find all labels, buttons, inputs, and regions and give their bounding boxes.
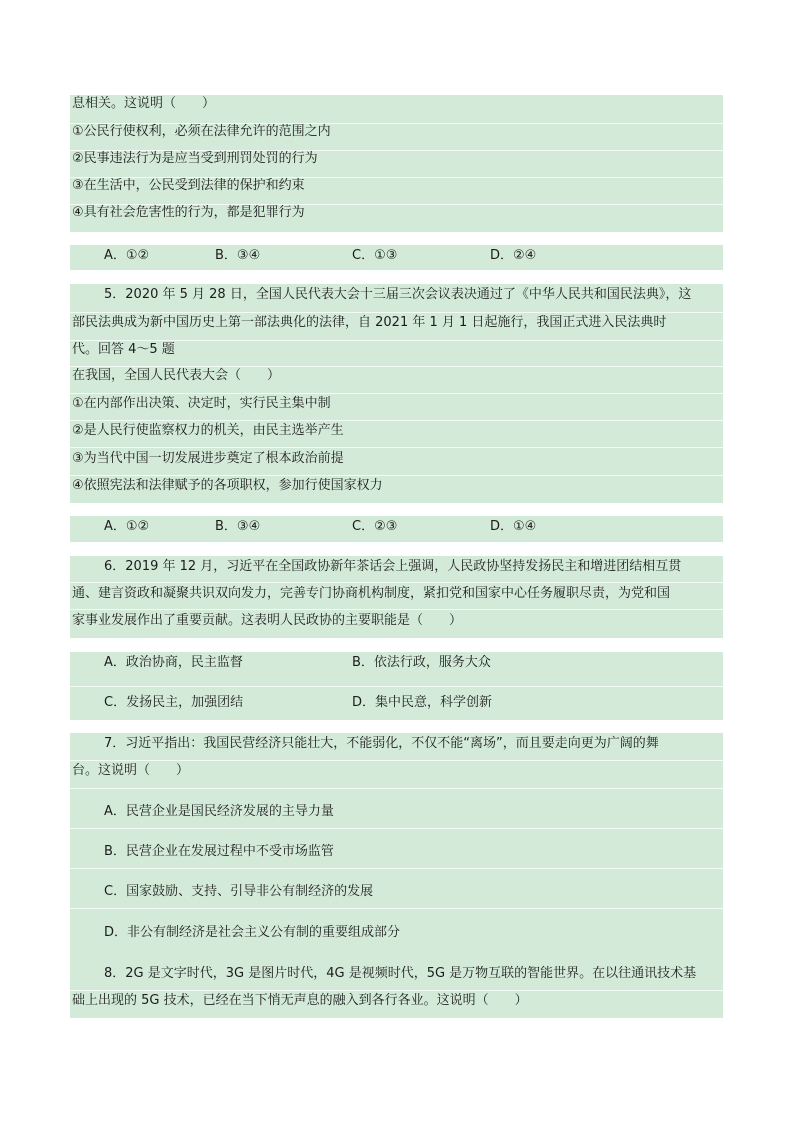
q6-option-c[interactable]: C．发扬民主，加强团结 xyxy=(104,695,244,710)
row-divider xyxy=(70,312,723,313)
q4-statement-3: ③在生活中，公民受到法律的保护和约束 xyxy=(72,178,305,193)
row-divider xyxy=(70,420,723,421)
q7-option-c[interactable]: C．国家鼓励、支持、引导非公有制经济的发展 xyxy=(104,884,374,899)
q4-statement-1: ①公民行使权利，必须在法律允许的范围之内 xyxy=(72,124,331,139)
q4-option-c[interactable]: C．①③ xyxy=(352,248,398,263)
q8-stem-line-1: 8．2G 是文字时代，3G 是图片时代，4G 是视频时代，5G 是万物互联的智能世界。在以往通讯技术基 xyxy=(104,966,697,981)
q7-option-d[interactable]: D．非公有制经济是社会主义公有制的重要组成部分 xyxy=(104,925,401,940)
q5-option-c[interactable]: C．②③ xyxy=(352,519,398,534)
q8-stem-line-2: 础上出现的 5G 技术，已经在当下悄无声息的融入到各行各业。这说明（ ） xyxy=(72,993,528,1008)
q5-stem-line-2: 部民法典成为新中国历史上第一部法典化的法律，自 2021 年 1 月 1 日起施行，我国正式进入民法典时 xyxy=(72,315,667,330)
q5-statement-3: ③为当代中国一切发展进步奠定了根本政治前提 xyxy=(72,451,344,466)
q5-stem-line-3: 代。回答 4～5 题 xyxy=(72,342,175,357)
q5-statement-2: ②是人民行使监察权力的机关，由民主选举产生 xyxy=(72,423,344,438)
q5-option-b[interactable]: B．③④ xyxy=(215,519,261,534)
q7-option-a[interactable]: A．民营企业是国民经济发展的主导力量 xyxy=(104,804,334,819)
q4-statement-4: ④具有社会危害性的行为，都是犯罪行为 xyxy=(72,205,305,220)
row-divider xyxy=(70,366,723,367)
q7-stem-line-2: 台。这说明（ ） xyxy=(72,763,190,778)
q5-statement-4: ④依照宪法和法律赋予的各项职权，参加行使国家权力 xyxy=(72,478,383,493)
q6-option-a[interactable]: A．政治协商，民主监督 xyxy=(104,655,243,670)
row-divider xyxy=(70,475,723,476)
q6-stem-line-3: 家事业发展作出了重要贡献。这表明人民政协的主要职能是（ ） xyxy=(72,613,463,628)
row-divider xyxy=(70,990,723,991)
q6-option-b[interactable]: B．依法行政，服务大众 xyxy=(352,655,491,670)
q4-option-a[interactable]: A．①② xyxy=(104,248,150,263)
row-divider xyxy=(70,609,723,610)
q5-statement-1: ①在内部作出决策、决定时，实行民主集中制 xyxy=(72,396,331,411)
q6-option-d[interactable]: D．集中民意，科学创新 xyxy=(352,695,493,710)
row-divider xyxy=(70,447,723,448)
q7-stem-line-1: 7．习近平指出：我国民营经济只能壮大，不能弱化，不仅不能“离场”，而且要走向更为广阔的舞 xyxy=(104,736,659,751)
q5-option-a[interactable]: A．①② xyxy=(104,519,150,534)
q4-stem-line: 息相关。这说明（ ） xyxy=(72,96,216,111)
q5-stem-line-1: 5．2020 年 5 月 28 日，全国人民代表大会十三届三次会议表决通过了《中华人民共和国民法典》，这 xyxy=(104,287,692,302)
row-divider xyxy=(70,908,723,909)
q4-statement-2: ②民事违法行为是应当受到刑罚处罚的行为 xyxy=(72,151,318,166)
q7-option-b[interactable]: B．民营企业在发展过程中不受市场监管 xyxy=(104,844,334,859)
row-divider xyxy=(70,760,723,761)
q6-stem-line-1: 6．2019 年 12 月，习近平在全国政协新年茶话会上强调，人民政协坚持发扬民主和增进团结相互贯 xyxy=(104,559,682,574)
row-divider xyxy=(70,582,723,583)
row-divider xyxy=(70,340,723,341)
q6-stem-line-2: 通、建言资政和凝聚共识双向发力，完善专门协商机构制度，紧扣党和国家中心任务履职尽责，为党和国 xyxy=(72,586,671,601)
row-divider xyxy=(70,686,723,687)
q4-option-b[interactable]: B．③④ xyxy=(215,248,261,263)
q5-option-d[interactable]: D．①④ xyxy=(490,519,537,534)
row-divider xyxy=(70,828,723,829)
q4-option-d[interactable]: D．②④ xyxy=(490,248,537,263)
row-divider xyxy=(70,788,723,789)
row-divider xyxy=(70,868,723,869)
row-divider xyxy=(70,393,723,394)
q5-question-line: 在我国，全国人民代表大会（ ） xyxy=(72,368,281,383)
